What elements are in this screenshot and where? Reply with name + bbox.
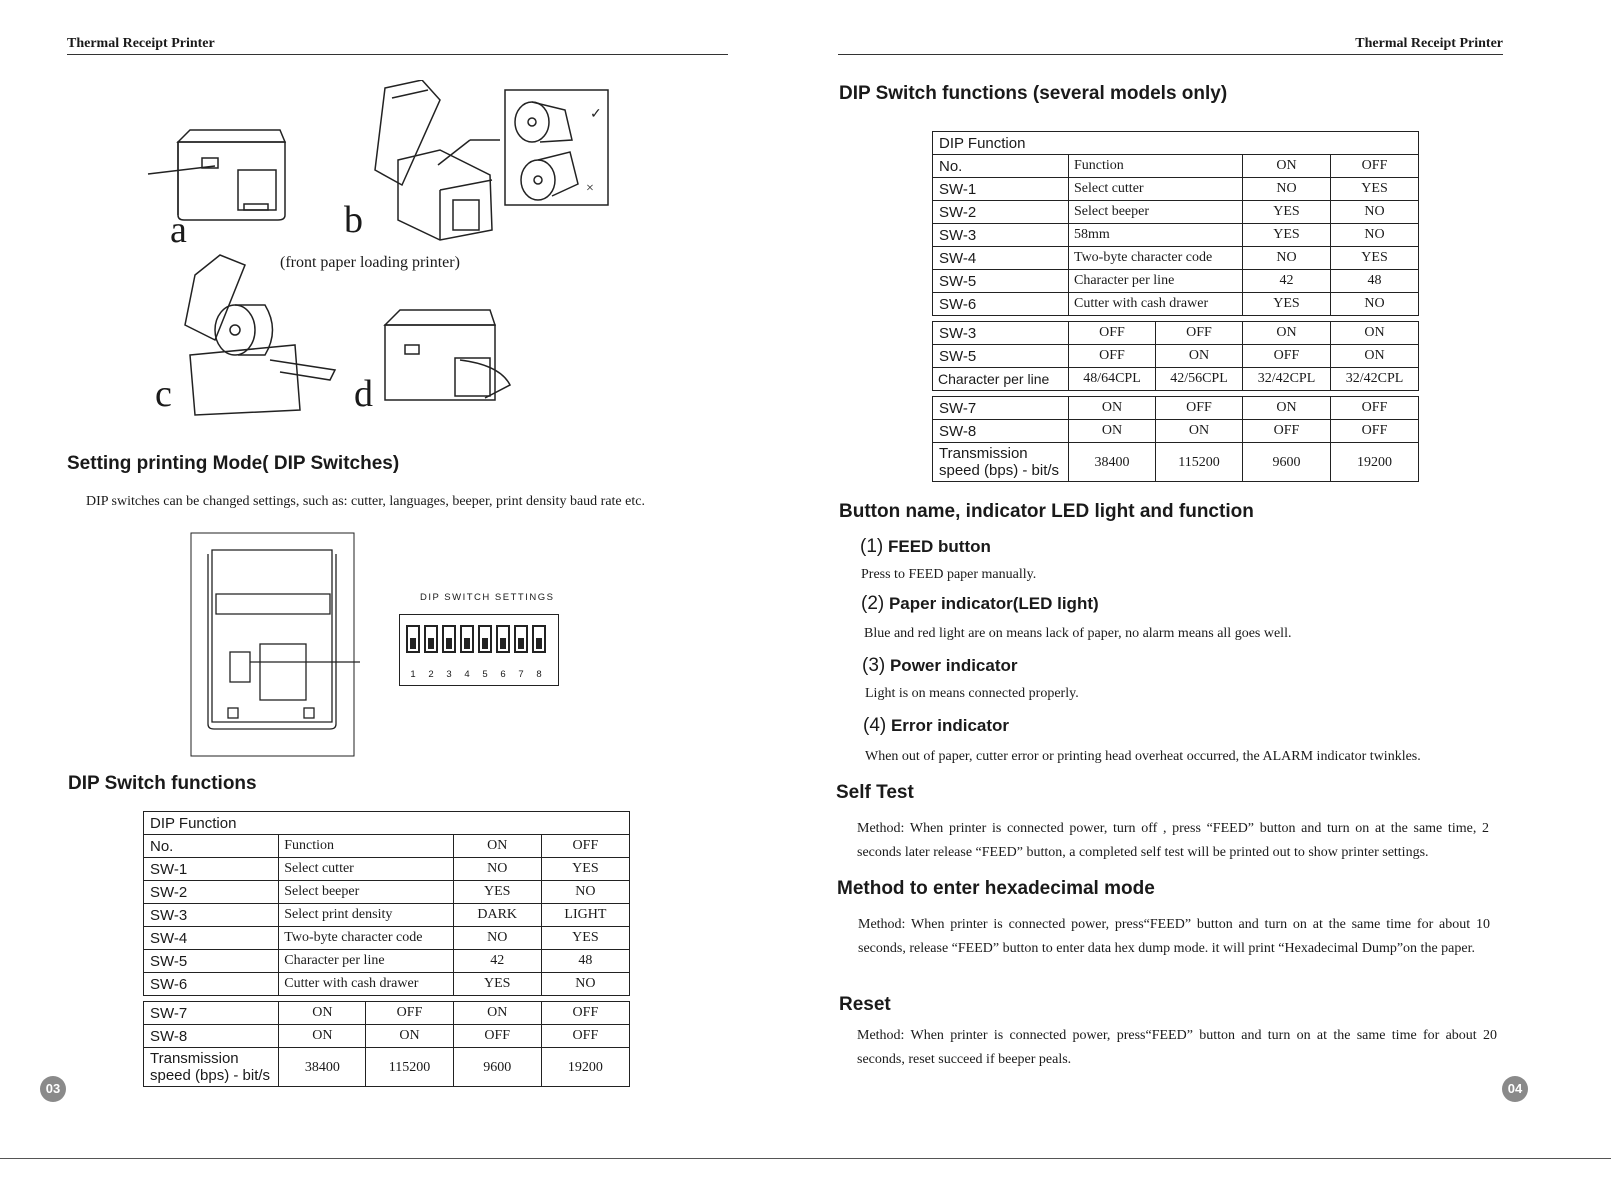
dip-switch-5: [478, 625, 492, 653]
table-cell: NO: [1331, 224, 1419, 247]
table-row: [933, 420, 1419, 443]
table-cell: Select print density: [279, 904, 453, 927]
dip-number-4: 4: [464, 669, 470, 680]
table-cell: 48: [1331, 270, 1419, 293]
dip-switch-2: [424, 625, 438, 653]
dip-number-3: 3: [446, 669, 452, 680]
reset-text: Method: When printer is connected power, press“FEED” button and turn on at the same time for about 20 seconds, reset succeed if beeper peals.: [857, 1028, 1497, 1067]
table-cell: ON: [279, 1025, 366, 1048]
table-cell: SW-8: [933, 420, 1069, 443]
item-3-title: Power indicator: [889, 656, 1018, 675]
table-cell: SW-3: [144, 904, 279, 927]
table-cell: 19200: [541, 1048, 629, 1087]
item-1-text: Press to FEED paper manually.: [861, 567, 1037, 582]
dip-switch-3: [442, 625, 456, 653]
buttons-section-title: Button name, indicator LED light and function: [839, 501, 1254, 522]
dip-switch-6: [496, 625, 510, 653]
table-cell: SW-6: [933, 293, 1069, 316]
table-cell: 38400: [1069, 443, 1156, 482]
table-cell: SW-1: [933, 178, 1069, 201]
item-1-number: (1): [860, 536, 884, 557]
table-cell: NO: [1243, 178, 1331, 201]
table-cell: YES: [453, 973, 541, 996]
table-cell: ON: [279, 1002, 366, 1025]
header-cell: ON: [1243, 155, 1331, 178]
table-cell: ON: [1156, 345, 1243, 368]
table-row: [933, 201, 1419, 224]
table-cell: YES: [1243, 293, 1331, 316]
table-cell: DARK: [453, 904, 541, 927]
table-cell: SW-3: [933, 322, 1069, 345]
table-cell: NO: [541, 973, 629, 996]
table-cell: SW-5: [144, 950, 279, 973]
table-cell: SW-8: [144, 1025, 279, 1048]
table-cell: SW-4: [933, 247, 1069, 270]
table-cell: OFF: [1243, 345, 1331, 368]
self-test-text: Method: When printer is connected power, turn off , press “FEED” button and turn on at the same time, 2 seconds later release “FEED” button, a completed self test will be printed out to show printer settings.: [857, 821, 1489, 860]
table-cell: ON: [1069, 397, 1156, 420]
dip-switch-settings-title: DIP SWITCH SETTINGS: [420, 592, 555, 603]
table-cell: Select beeper: [1069, 201, 1243, 224]
table-caption: DIP Function: [933, 132, 1419, 155]
table-cell: NO: [541, 881, 629, 904]
table-row: [144, 1025, 630, 1048]
header-cell: OFF: [1331, 155, 1419, 178]
printer-top-view-illustration: [190, 532, 360, 758]
table-cell: YES: [1243, 224, 1331, 247]
table-cell: OFF: [1156, 322, 1243, 345]
table-row: [933, 368, 1419, 391]
dip-switch-1: [406, 625, 420, 653]
table-cell: NO: [1243, 247, 1331, 270]
header-cell: No.: [144, 835, 279, 858]
table-cell: ON: [1243, 397, 1331, 420]
item-1-title: FEED button: [887, 537, 991, 556]
table-cell: YES: [1331, 178, 1419, 201]
table-cell: 32/42CPL: [1331, 368, 1419, 391]
dip-functions-several-models-title: DIP Switch functions (several models only): [839, 83, 1228, 104]
table-cell: Cutter with cash drawer: [1069, 293, 1243, 316]
item-1-heading: [860, 536, 991, 558]
setting-description: DIP switches can be changed settings, such as: cutter, languages, beeper, print density baud rate etc.: [86, 494, 645, 509]
table-cell: YES: [541, 927, 629, 950]
item-4-title: Error indicator: [890, 716, 1010, 735]
table-row: [144, 927, 630, 950]
table-cell: YES: [453, 881, 541, 904]
dip-switch-numbers: [406, 669, 546, 680]
table-cell: SW-4: [144, 927, 279, 950]
table-row: [144, 1048, 630, 1087]
item-3-number: (3): [862, 655, 886, 676]
item-4-text: When out of paper, cutter error or printing head overheat occurred, the ALARM indicator twinkles.: [865, 749, 1421, 764]
table-cell: OFF: [541, 1002, 629, 1025]
header-cell: Function: [1069, 155, 1243, 178]
dip-number-6: 6: [500, 669, 506, 680]
table-cell: OFF: [541, 1025, 629, 1048]
table-cell: SW-1: [144, 858, 279, 881]
table-cell: NO: [453, 858, 541, 881]
table-cell: 48: [541, 950, 629, 973]
figure-label-a: a: [170, 209, 187, 251]
self-test-title: Self Test: [836, 782, 914, 803]
item-2-title: Paper indicator(LED light): [888, 594, 1099, 613]
table-row: [933, 247, 1419, 270]
item-4-number: (4): [863, 715, 887, 736]
table-cell: 115200: [1156, 443, 1243, 482]
table-row: [144, 858, 630, 881]
table-cell: Cutter with cash drawer: [279, 973, 453, 996]
table-cell: NO: [1331, 293, 1419, 316]
item-2-heading: [861, 593, 1099, 615]
table-row: [144, 904, 630, 927]
table-cell: SW-2: [933, 201, 1069, 224]
table-caption: DIP Function: [144, 812, 630, 835]
right-dip-function-table: [932, 131, 1419, 482]
table-cell: 115200: [366, 1048, 453, 1087]
table-cell: NO: [453, 927, 541, 950]
dip-number-1: 1: [410, 669, 416, 680]
table-row: [933, 224, 1419, 247]
svg-text:✓: ✓: [590, 107, 602, 122]
item-2-text: Blue and red light are on means lack of paper, no alarm means all goes well.: [864, 626, 1292, 641]
figure-label-d: d: [354, 373, 373, 415]
hex-mode-text: Method: When printer is connected power, press“FEED” button and turn on at the same time for about 10 seconds, release “FEED” button to enter data hex dump mode. it will print “Hexadecimal Dump”on the paper.: [858, 917, 1490, 956]
table-cell: SW-7: [933, 397, 1069, 420]
table-row: [933, 345, 1419, 368]
table-cell: 42: [1243, 270, 1331, 293]
dip-number-2: 2: [428, 669, 434, 680]
dip-number-5: 5: [482, 669, 488, 680]
table-cell: 9600: [1243, 443, 1331, 482]
table-cell: 38400: [279, 1048, 366, 1087]
setting-section-title: Setting printing Mode( DIP Switches): [67, 453, 400, 474]
table-cell: YES: [1331, 247, 1419, 270]
printer-loading-illustration: [140, 80, 620, 420]
table-row: [144, 1002, 630, 1025]
table-cell: 9600: [453, 1048, 541, 1087]
table-cell: OFF: [1243, 420, 1331, 443]
figure-label-c: c: [155, 373, 172, 415]
table-row: [144, 973, 630, 996]
table-row: [933, 397, 1419, 420]
table-cell: SW-5: [933, 270, 1069, 293]
header-cell: Function: [279, 835, 453, 858]
printer-d-drawing: [385, 310, 510, 400]
table-header-row: [933, 155, 1419, 178]
hex-mode-title: Method to enter hexadecimal mode: [837, 878, 1155, 899]
dip-switch-7: [514, 625, 528, 653]
table-row: [933, 443, 1419, 482]
table-row: [933, 270, 1419, 293]
table-cell: Select beeper: [279, 881, 453, 904]
table-cell: YES: [541, 858, 629, 881]
table-cell: Select cutter: [279, 858, 453, 881]
table-cell: SW-3: [933, 224, 1069, 247]
table-row: [933, 178, 1419, 201]
table-cell: 19200: [1331, 443, 1419, 482]
printer-c-drawing: [185, 255, 335, 415]
figure-caption: (front paper loading printer): [280, 254, 460, 271]
table-cell: 32/42CPL: [1243, 368, 1331, 391]
table-cell: Character per line: [933, 368, 1069, 391]
printer-b-drawing: [375, 80, 500, 240]
table-cell: 42/56CPL: [1156, 368, 1243, 391]
reset-title: Reset: [839, 994, 891, 1015]
table-row: [144, 950, 630, 973]
header-cell: OFF: [541, 835, 629, 858]
svg-text:×: ×: [586, 181, 594, 196]
left-header-rule: [67, 54, 728, 55]
figure-label-b: b: [344, 199, 363, 241]
table-cell: ON: [1069, 420, 1156, 443]
table-cell: SW-6: [144, 973, 279, 996]
table-cell: OFF: [1069, 322, 1156, 345]
table-cell: 48/64CPL: [1069, 368, 1156, 391]
table-cell: ON: [1156, 420, 1243, 443]
table-cell: YES: [1243, 201, 1331, 224]
table-cell: OFF: [1156, 397, 1243, 420]
item-2-number: (2): [861, 593, 885, 614]
table-cell: LIGHT: [541, 904, 629, 927]
dip-switch-8: [532, 625, 546, 653]
table-cell: ON: [1331, 322, 1419, 345]
table-header-row: [144, 835, 630, 858]
table-cell: OFF: [1069, 345, 1156, 368]
item-3-heading: [862, 655, 1018, 677]
item-3-text: Light is on means connected properly.: [865, 686, 1079, 701]
table-cell: OFF: [1331, 420, 1419, 443]
table-cell: SW-2: [144, 881, 279, 904]
table-cell: Two-byte character code: [279, 927, 453, 950]
table-cell: ON: [366, 1025, 453, 1048]
table-row: [144, 881, 630, 904]
dip-number-8: 8: [536, 669, 542, 680]
table-row: [933, 322, 1419, 345]
table-cell: Character per line: [279, 950, 453, 973]
table-cell: Transmission speed (bps) - bit/s: [933, 443, 1069, 482]
page-number-right: 04: [1502, 1076, 1528, 1102]
right-header-rule: [838, 54, 1503, 55]
table-cell: Select cutter: [1069, 178, 1243, 201]
dip-switch-row: [406, 625, 546, 653]
dip-number-7: 7: [518, 669, 524, 680]
table-cell: Character per line: [1069, 270, 1243, 293]
table-cell: 42: [453, 950, 541, 973]
table-cell: NO: [1331, 201, 1419, 224]
right-page-header: Thermal Receipt Printer: [1355, 36, 1503, 51]
table-cell: OFF: [366, 1002, 453, 1025]
bottom-rule: [0, 1158, 1611, 1159]
table-cell: OFF: [453, 1025, 541, 1048]
dip-switch-block: [399, 614, 559, 686]
table-cell: OFF: [1331, 397, 1419, 420]
table-cell: Two-byte character code: [1069, 247, 1243, 270]
header-cell: ON: [453, 835, 541, 858]
table-cell: SW-5: [933, 345, 1069, 368]
table-cell: ON: [1331, 345, 1419, 368]
table-cell: ON: [1243, 322, 1331, 345]
table-cell: 58mm: [1069, 224, 1243, 247]
item-4-heading: [863, 715, 1009, 737]
page-number-left: 03: [40, 1076, 66, 1102]
table-cell: SW-7: [144, 1002, 279, 1025]
printer-a-drawing: [148, 130, 285, 220]
table-cell: ON: [453, 1002, 541, 1025]
left-page-header: Thermal Receipt Printer: [67, 36, 215, 51]
left-dip-function-table: [143, 811, 630, 1087]
header-cell: No.: [933, 155, 1069, 178]
dip-switch-4: [460, 625, 474, 653]
table-row: [933, 293, 1419, 316]
table-cell: Transmission speed (bps) - bit/s: [144, 1048, 279, 1087]
dip-functions-title: DIP Switch functions: [68, 773, 257, 794]
